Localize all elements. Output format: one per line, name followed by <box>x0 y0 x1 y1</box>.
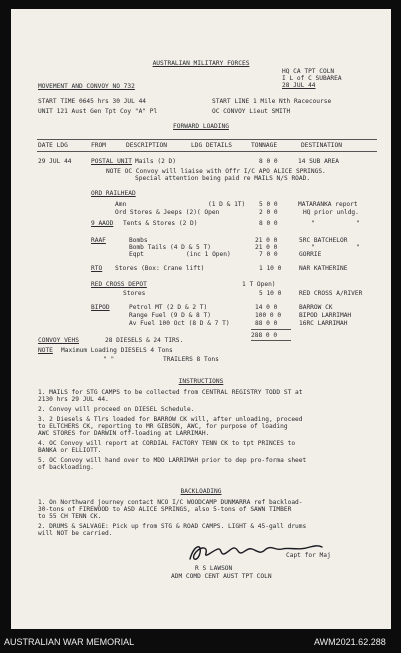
unit: UNIT 121 Aust Gen Tpt Coy "A" Pl <box>38 108 158 115</box>
col-tonnage: TONNAGE <box>251 142 278 149</box>
convoy-vehs-label: CONVOY VEHS <box>38 337 79 344</box>
footer-right: AWM2021.62.288 <box>314 637 386 647</box>
total-rule-top <box>251 329 291 330</box>
bombs-tonnage: 21 0 0 <box>255 237 278 244</box>
eqpt-tonnage: 7 0 0 <box>259 251 278 258</box>
col-ldg-details: LDG DETAILS <box>191 142 232 149</box>
signature-name: R S LAWSON <box>195 565 233 572</box>
bipod-petrol-tonnage: 14 0 0 <box>255 304 278 311</box>
red-cross-depot: RED CROSS DEPOT <box>91 281 147 288</box>
bomb-tails-tonnage: 21 0 0 <box>255 244 278 251</box>
hq-date: 28 JUL 44 <box>282 82 316 89</box>
ord-stores-desc: Ord Stores & Jeeps (2)( Open <box>115 209 220 216</box>
range-fuel-tonnage: 100 0 0 <box>255 312 282 319</box>
backloading-line: will NOT be carried. <box>38 530 113 537</box>
backloading-line: 2. DRUMS & SALVAGE: Pick up from STG & ROAD CAMPS. LIGHT & 45-gall drums <box>38 523 307 530</box>
eqpt-desc: Eqpt <box>129 251 144 258</box>
av-fuel-tonnage: 88 0 0 <box>255 320 278 327</box>
amn-dest: MATARANKA report <box>298 201 358 208</box>
rto-desc: Stores (Box: Crane lift) <box>115 265 205 272</box>
instruction-line: to ELTCHERS CK, reporting to MR GIBSON, AWC, for purpose of loading <box>38 423 288 430</box>
instruction-line: 1. MAILS for STG CAMPS to be collected from CENTRAL REGISTRY TODD ST at <box>38 389 303 396</box>
col-destination: DESTINATION <box>301 142 342 149</box>
ord-railhead: ORD RAILHEAD <box>91 190 136 197</box>
table-top-rule <box>37 139 377 140</box>
range-fuel-dest: BIPOD LARRIMAH <box>299 312 352 319</box>
rto-dest: NAR KATHERINE <box>299 265 348 272</box>
av-fuel-dest: 16RC LARRIMAH <box>299 320 348 327</box>
eqpt-details: (inc 1 Open) <box>186 251 231 258</box>
max-loading-note: NOTE <box>38 347 53 354</box>
amn-details: (1 D & 1T) <box>208 201 246 208</box>
total-rule-bottom <box>251 340 291 341</box>
aaod-desc: Tents & Stores (2 D) <box>123 220 198 227</box>
table-header-rule <box>37 151 377 152</box>
footer-left: AUSTRALIAN WAR MEMORIAL <box>4 637 135 647</box>
backloading-line: 30-tons of FIREWOOD to ASD ALICE SPRINGS, also 5-tons of SAWN TIMBER <box>38 506 292 513</box>
backloading-line: to 55 CH TENN CK. <box>38 513 102 520</box>
av-fuel-desc: Av Fuel 100 Oct (8 D & 7 T) <box>129 320 230 327</box>
instruction-line: 2. Convoy will proceed on DIESEL Schedule. <box>38 406 195 413</box>
rto-from: RTO <box>91 265 103 272</box>
convoy-vehs-desc: 28 DIESELS & 24 TIRS. <box>105 337 184 344</box>
max-loading-line-2: TRAILERS 8 Tons <box>163 356 219 363</box>
postal-desc: Mails (2 D) <box>135 158 176 165</box>
aaod-dest-ditto-2: " <box>356 220 360 227</box>
bipod-petrol-dest: BARROW CK <box>299 304 333 311</box>
bomb-tails-desc: Bomb Tails (4 D & 5 T) <box>129 244 211 251</box>
backloading-heading: BACKLOADING <box>180 488 222 495</box>
bomb-tails-dest-ditto-2: " <box>356 244 360 251</box>
section-heading: FORWARD LOADING <box>173 123 229 130</box>
bipod-from: BIPOD <box>91 304 110 311</box>
max-loading-line-1: Maximum Loading DIESELS 4 Tons <box>61 347 173 354</box>
red-cross-stores: Stores <box>123 290 146 297</box>
red-cross-dest: RED CROSS A/RIVER <box>299 290 363 297</box>
signature-title: ADM COMD CENT AUST TPT COLN <box>171 573 272 580</box>
aaod-from: 9 AAOD <box>91 220 114 227</box>
instruction-line: AWC STORES for DARWIN off-loading at LARRIMAH. <box>38 430 210 437</box>
red-cross-tonnage: 5 10 0 <box>259 290 282 297</box>
range-fuel-desc: Range Fuel (9 D & 8 T) <box>129 312 211 319</box>
raaf-from: RAAF <box>91 237 106 244</box>
oc-convoy: OC CONVOY Lieut SMITH <box>212 108 291 115</box>
col-date: DATE LDG <box>38 142 68 149</box>
loading-date: 29 JUL 44 <box>38 158 72 165</box>
movement-number: MOVEMENT AND CONVOY NO 732 <box>38 83 135 90</box>
amn-desc: Amn <box>115 201 127 208</box>
eqpt-dest: GORRIE <box>299 251 322 258</box>
instruction-line: 5. OC Convoy will hand over to MDO LARRIMAH prior to dep pro-forma sheet <box>38 457 307 464</box>
bipod-petrol-desc: Petrol MT (2 D & 2 T) <box>129 304 208 311</box>
total-tonnage: 288 0 0 <box>251 332 278 339</box>
bombs-desc: Bombs <box>129 237 148 244</box>
aaod-tonnage: 8 0 0 <box>259 220 278 227</box>
note-line-2: Special attention being paid re MAILS N/S ROAD. <box>135 175 311 182</box>
ord-stores-dest: HQ prior unldg. <box>303 209 359 216</box>
document-page <box>11 9 391 629</box>
hq-line-2: I L of C SUBAREA <box>282 75 342 82</box>
instruction-line: 4. OC Convoy will report at CORDIAL FACTORY TENN CK to tpt PRINCES to <box>38 440 296 447</box>
bomb-tails-dest-ditto: " <box>311 244 315 251</box>
hq-line-1: HQ CA TPT COLN <box>282 68 335 75</box>
instruction-line: 2130 hrs 29 JUL 44. <box>38 396 109 403</box>
note-line-1: NOTE OC Convoy will liaise with Offr I/C APO ALICE SPRINGS. <box>106 168 326 175</box>
signature-capt: Capt for Maj <box>286 552 331 559</box>
aaod-dest-ditto: " <box>311 220 315 227</box>
instructions-heading: INSTRUCTIONS <box>178 378 224 385</box>
start-time: START TIME 0645 hrs 30 JUL 44 <box>38 98 147 105</box>
backloading-line: 1. On Northward journey contact NCO I/C WOODCAMP DUNMARRA ref backload- <box>38 499 303 506</box>
instruction-line: 3. 2 Diesels & Tlrs loaded for BARROW CK will, after unloading, proceed <box>38 416 303 423</box>
col-from: FROM <box>91 142 106 149</box>
max-loading-ditto: " " <box>103 356 115 363</box>
bombs-dest: 5RC BATCHELOR <box>299 237 348 244</box>
red-cross-details: 1 T Open) <box>242 281 276 288</box>
postal-dest: 14 SUB AREA <box>298 158 339 165</box>
ord-stores-tonnage: 2 0 0 <box>259 209 278 216</box>
col-description: DESCRIPTION <box>126 142 167 149</box>
start-line: START LINE 1 Mile Nth Racecourse <box>212 98 332 105</box>
instruction-line: of backloading. <box>38 464 94 471</box>
postal-unit: POSTAL UNIT <box>91 158 132 165</box>
rto-tonnage: 1 10 0 <box>259 265 282 272</box>
document-title: AUSTRALIAN MILITARY FORCES <box>152 60 250 67</box>
postal-tonnage: 8 0 0 <box>259 158 278 165</box>
amn-tonnage: 5 0 0 <box>259 201 278 208</box>
instruction-line: BANKA or ELLIOTT. <box>38 447 102 454</box>
